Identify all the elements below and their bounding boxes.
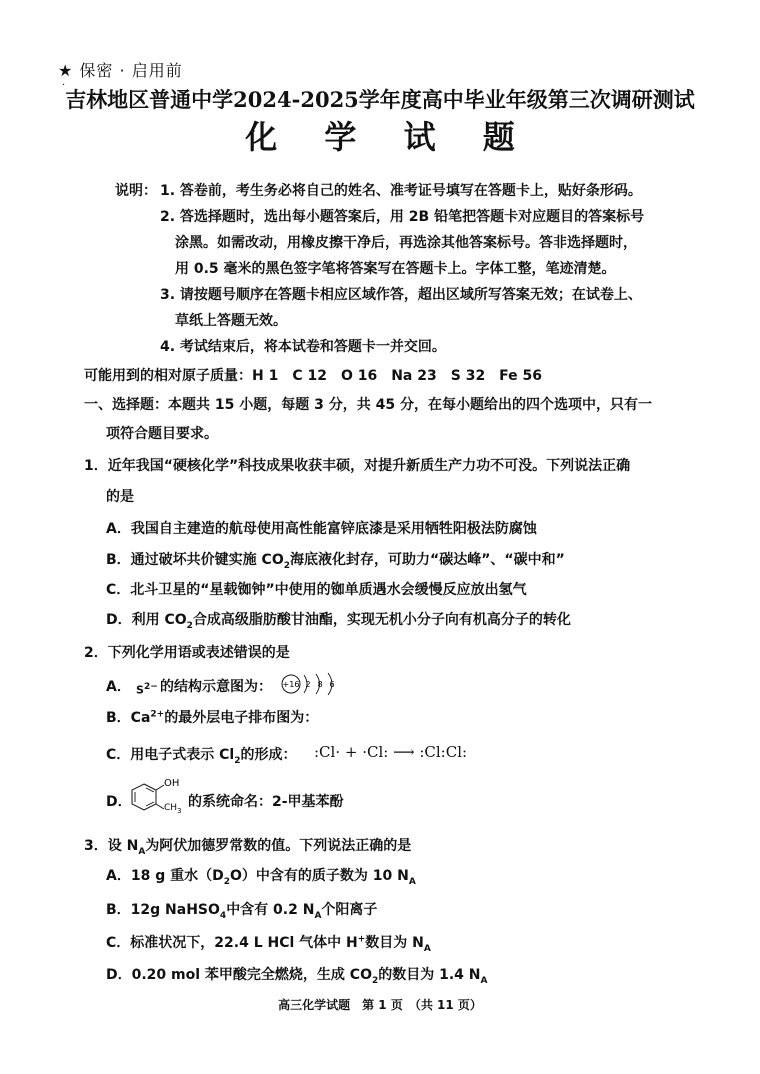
methyl-label: $CH_3$ [164, 803, 182, 815]
q3-option-b: B．12g NaHSO$_4$中含有 0.2 $N_A$个阳离子 [106, 902, 378, 921]
shell-2-count: 8 [317, 680, 323, 689]
section-1-heading-cont: 项符合题目要求。 [106, 426, 218, 442]
note-2-cont-2: 用 0.5 毫米的黑色签字笔将答案写在答题卡上。字体工整，笔迹清楚。 [175, 261, 616, 277]
q3-option-d: D．0.20 mol 苯甲酸完全燃烧，生成 $CO_2$的数目为 1.4 $N_A$ [106, 967, 488, 986]
atomic-masses: 可能用到的相对原子质量：H 1 C 12 O 16 Na 23 S 32 Fe 56 [84, 368, 543, 384]
note-2-cont-1: 涂黑。如需改动，用橡皮擦干净后，再选涂其他答案标号。答非选择题时， [175, 235, 637, 251]
q1-option-c: C．北斗卫星的“星载铷钟”中使用的铷单质遇水会缓慢反应放出氢气 [106, 582, 527, 598]
q2-option-a-label: A． [106, 679, 131, 695]
exam-header: 吉林地区普通中学2024-2025学年度高中毕业年级第三次调研测试 [65, 87, 695, 112]
header-dot: · [62, 80, 66, 91]
page-footer: 高三化学试题 第 1 页 （共 11 页） [278, 998, 482, 1012]
q1-option-d: D．利用 $CO_2$合成高级脂肪酸甘油酯，实现无机小分子向有机高分子的转化 [106, 612, 571, 631]
note-2: 2. 答选择题时，选出每小题答案后，用 2B 铅笔把答题卡对应题目的答案标号 [160, 209, 645, 225]
q2-option-a-text: 的结构示意图为： [160, 679, 272, 695]
notes-label: 说明： [115, 183, 157, 199]
sulfide-structure-diagram [280, 672, 344, 696]
page-title: 化 学 试 题 [245, 118, 533, 156]
q2-option-c: C．用电子式表示 $Cl_2$的形成： [106, 747, 297, 766]
confidential-mark: ★ 保密 · 启用前 [58, 61, 183, 80]
section-1-heading: 一、选择题：本题共 15 小题，每题 3 分，共 45 分，在每小题给出的四个选项中，只有一 [84, 397, 652, 413]
q3-option-c: C．标准状况下，22.4 L HCl 气体中 H+数目为 $N_A$ [106, 934, 431, 954]
note-1: 1. 答卷前，考生务必将自己的姓名、准考证号填写在答题卡上，贴好条形码。 [160, 183, 642, 199]
q2-stem: 2．下列化学用语或表述错误的是 [84, 645, 290, 661]
q2-option-d-text: 的系统命名：2-甲基苯酚 [188, 794, 344, 810]
hydroxyl-label: OH [164, 778, 180, 789]
q1-option-a: A．我国自主建造的航母使用高性能富锌底漆是采用牺牲阳极法防腐蚀 [106, 521, 537, 537]
q1-stem-cont: 的是 [106, 489, 134, 505]
note-4: 4. 考试结束后，将本试卷和答题卡一并交回。 [160, 339, 446, 355]
shell-3-count: 6 [329, 680, 335, 689]
q3-option-a: A．18 g 重水$(D_2O)$中含有的质子数为 10 $N_A$ [106, 868, 416, 887]
q1-stem: 1．近年我国“硬核化学”科技成果收获丰硕，对提升新质生产力功不可没。下列说法正确 [84, 458, 631, 474]
nucleus-label: +16 [282, 680, 300, 689]
q2-option-b: B．$Ca^{2+}$的最外层电子排布图为： [106, 709, 319, 726]
note-3: 3. 请按题号顺序在答题卡相应区域作答，超出区域所写答案无效；在试卷上、 [160, 287, 642, 303]
cl2-electron-formula: :Cl· + ·Cl: ⟶ :Cl:Cl: [314, 743, 468, 761]
q2-sulfide-ion: $S^{2-}$ [136, 682, 158, 697]
q3-stem: 3．设 $N_A$为阿伏加德罗常数的值。下列说法正确的是 [84, 838, 412, 857]
q1-option-b: B．通过破坏共价键实施 $CO_2$海底液化封存，可助力“碳达峰”、“碳中和” [106, 552, 565, 571]
shell-1-count: 2 [305, 680, 311, 689]
q2-option-d-label: D． [106, 794, 132, 810]
note-3-cont: 草纸上答题无效。 [175, 313, 287, 329]
